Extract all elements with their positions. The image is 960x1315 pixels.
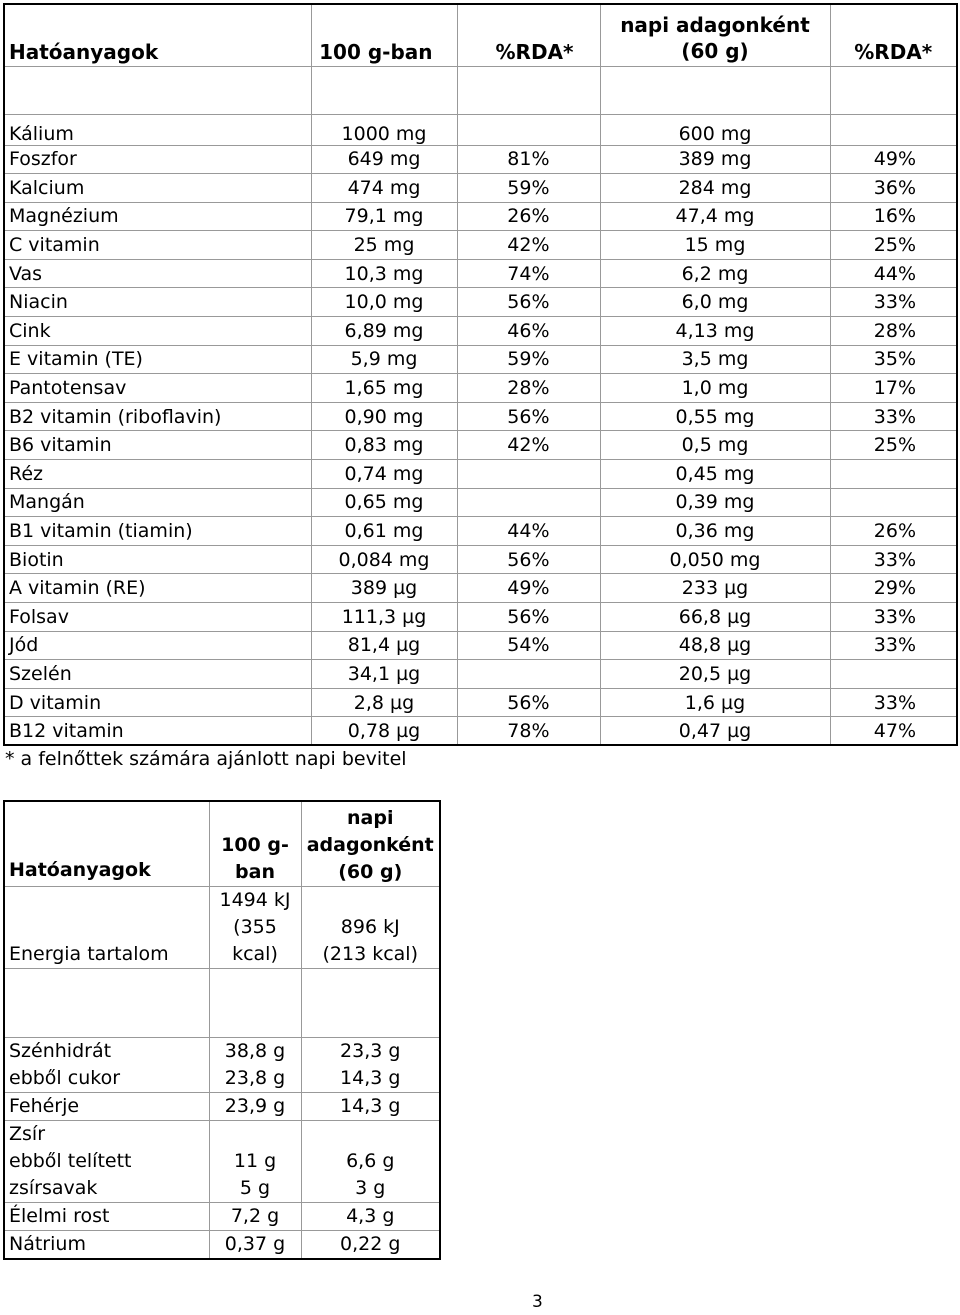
- amount-per-100g: 0,90 mg: [311, 402, 457, 431]
- table-row: [4, 603, 957, 632]
- table-row: [4, 431, 957, 460]
- amount-per-100g: 34,1 µg: [311, 660, 457, 689]
- table-row: [4, 317, 957, 346]
- rda-per-100g: 56%: [457, 688, 600, 717]
- rda-per-100g: 59%: [457, 345, 600, 374]
- nutrient-name: Jód: [4, 631, 311, 660]
- table-row: [4, 517, 957, 546]
- amount-per-100g: 1,65 mg: [311, 374, 457, 403]
- rda-per-serving: 35%: [830, 345, 957, 374]
- nutrient-name: Biotin: [4, 545, 311, 574]
- amount-per-serving: 4,13 mg: [600, 317, 830, 346]
- macro-per-serving: 14,3 g: [301, 1093, 440, 1121]
- macro-per-100g: 7,2 g: [209, 1203, 301, 1231]
- table-row: [4, 1231, 440, 1260]
- header-active-ingredients: Hatóanyagok: [4, 4, 311, 66]
- amount-per-100g: 0,61 mg: [311, 517, 457, 546]
- table-row: [4, 574, 957, 603]
- energy-macronutrient-table: [3, 800, 441, 1260]
- rda-per-serving: 33%: [830, 288, 957, 317]
- table-row: [4, 202, 957, 231]
- nutrient-name: D vitamin: [4, 688, 311, 717]
- rda-per-100g: 81%: [457, 145, 600, 174]
- amount-per-100g: 5,9 mg: [311, 345, 457, 374]
- rda-per-100g: [457, 114, 600, 145]
- amount-per-100g: 649 mg: [311, 145, 457, 174]
- rda-per-100g: [457, 488, 600, 517]
- header-spacer-row: [4, 66, 957, 114]
- amount-per-100g: 25 mg: [311, 231, 457, 260]
- rda-per-serving: 28%: [830, 317, 957, 346]
- rda-per-serving: 33%: [830, 402, 957, 431]
- amount-per-100g: 2,8 µg: [311, 688, 457, 717]
- energy-row: [4, 887, 440, 969]
- amount-per-serving: 0,36 mg: [600, 517, 830, 546]
- nutrient-name: Mangán: [4, 488, 311, 517]
- amount-per-serving: 0,55 mg: [600, 402, 830, 431]
- macro-per-100g: 23,9 g: [209, 1093, 301, 1121]
- amount-per-serving: 0,050 mg: [600, 545, 830, 574]
- header-per-serving: napi adagonként (60 g): [600, 4, 830, 66]
- header-active-ingredients: Hatóanyagok: [4, 801, 209, 887]
- amount-per-serving: 0,39 mg: [600, 488, 830, 517]
- header-rda-100g: %RDA*: [457, 4, 600, 66]
- macro-name: Nátrium: [4, 1231, 209, 1260]
- rda-per-serving: 33%: [830, 545, 957, 574]
- amount-per-100g: 81,4 µg: [311, 631, 457, 660]
- table-header-row: [4, 4, 957, 66]
- rda-per-serving: 33%: [830, 603, 957, 632]
- table-row: [4, 460, 957, 489]
- amount-per-serving: 6,2 mg: [600, 259, 830, 288]
- nutrient-name: Foszfor: [4, 145, 311, 174]
- header-rda-serving: %RDA*: [830, 4, 957, 66]
- table-row: [4, 259, 957, 288]
- macro-per-serving: 4,3 g: [301, 1203, 440, 1231]
- nutrient-name: Pantotensav: [4, 374, 311, 403]
- rda-per-100g: 54%: [457, 631, 600, 660]
- header-per-100g: 100 g-ban: [311, 4, 457, 66]
- nutrient-name: Vas: [4, 259, 311, 288]
- amount-per-serving: 0,45 mg: [600, 460, 830, 489]
- amount-per-100g: 111,3 µg: [311, 603, 457, 632]
- rda-per-serving: 25%: [830, 231, 957, 260]
- rda-per-serving: 33%: [830, 631, 957, 660]
- table-row: [4, 688, 957, 717]
- table-row: [4, 374, 957, 403]
- macro-per-100g: 0,37 g: [209, 1231, 301, 1260]
- rda-per-serving: 29%: [830, 574, 957, 603]
- amount-per-serving: 20,5 µg: [600, 660, 830, 689]
- energy-per-serving: 896 kJ (213 kcal): [301, 887, 440, 969]
- energy-per-100g: 1494 kJ (355 kcal): [209, 887, 301, 969]
- rda-per-serving: 17%: [830, 374, 957, 403]
- rda-per-serving: [830, 460, 957, 489]
- nutrient-name: Niacin: [4, 288, 311, 317]
- rda-per-100g: [457, 660, 600, 689]
- amount-per-serving: 3,5 mg: [600, 345, 830, 374]
- table-row: [4, 545, 957, 574]
- header-per-serving: napi adagonként (60 g): [301, 801, 440, 887]
- amount-per-100g: 6,89 mg: [311, 317, 457, 346]
- macro-name: Fehérje: [4, 1093, 209, 1121]
- rda-per-100g: 42%: [457, 231, 600, 260]
- rda-per-serving: 49%: [830, 145, 957, 174]
- macro-name: Élelmi rost: [4, 1203, 209, 1231]
- nutrient-name: E vitamin (TE): [4, 345, 311, 374]
- amount-per-100g: 79,1 mg: [311, 202, 457, 231]
- rda-per-100g: [457, 460, 600, 489]
- amount-per-serving: 233 µg: [600, 574, 830, 603]
- rda-per-serving: 25%: [830, 431, 957, 460]
- nutrient-name: A vitamin (RE): [4, 574, 311, 603]
- amount-per-100g: 0,65 mg: [311, 488, 457, 517]
- rda-per-serving: 16%: [830, 202, 957, 231]
- macro-per-serving: 0,22 g: [301, 1231, 440, 1260]
- table-row: [4, 1093, 440, 1121]
- amount-per-100g: 0,74 mg: [311, 460, 457, 489]
- table-row: [4, 174, 957, 203]
- energy-label: Energia tartalom: [4, 887, 209, 969]
- footnote: * a felnőttek számára ajánlott napi bevitel: [5, 748, 407, 770]
- header-per-100g: 100 g- ban: [209, 801, 301, 887]
- rda-per-serving: [830, 660, 957, 689]
- table-row: [4, 345, 957, 374]
- amount-per-serving: 47,4 mg: [600, 202, 830, 231]
- macro-name: Szénhidrát ebből cukor: [4, 1038, 209, 1093]
- amount-per-100g: 0,83 mg: [311, 431, 457, 460]
- table-row: [4, 631, 957, 660]
- amount-per-100g: 1000 mg: [311, 114, 457, 145]
- table-row: [4, 717, 957, 746]
- spacer-row: [4, 969, 440, 1038]
- table-row: [4, 114, 957, 145]
- amount-per-serving: 6,0 mg: [600, 288, 830, 317]
- nutrient-name: B1 vitamin (tiamin): [4, 517, 311, 546]
- rda-per-serving: 33%: [830, 688, 957, 717]
- amount-per-serving: 0,47 µg: [600, 717, 830, 746]
- rda-per-100g: 44%: [457, 517, 600, 546]
- rda-per-100g: 56%: [457, 545, 600, 574]
- nutrient-name: Kalcium: [4, 174, 311, 203]
- page-number: 3: [532, 1292, 543, 1312]
- macro-per-serving: 23,3 g 14,3 g: [301, 1038, 440, 1093]
- nutrient-name: Réz: [4, 460, 311, 489]
- amount-per-serving: 1,6 µg: [600, 688, 830, 717]
- rda-per-100g: 56%: [457, 288, 600, 317]
- rda-per-100g: 46%: [457, 317, 600, 346]
- rda-per-100g: 42%: [457, 431, 600, 460]
- table-row: [4, 488, 957, 517]
- rda-per-serving: 47%: [830, 717, 957, 746]
- rda-per-serving: 26%: [830, 517, 957, 546]
- amount-per-serving: 600 mg: [600, 114, 830, 145]
- amount-per-100g: 0,084 mg: [311, 545, 457, 574]
- nutrient-name: Folsav: [4, 603, 311, 632]
- amount-per-100g: 10,3 mg: [311, 259, 457, 288]
- rda-per-100g: 74%: [457, 259, 600, 288]
- nutrient-name: Kálium: [4, 114, 311, 145]
- rda-per-serving: 36%: [830, 174, 957, 203]
- nutrient-name: Magnézium: [4, 202, 311, 231]
- amount-per-serving: 0,5 mg: [600, 431, 830, 460]
- nutrient-name: B2 vitamin (riboflavin): [4, 402, 311, 431]
- rda-per-100g: 78%: [457, 717, 600, 746]
- table-row: [4, 402, 957, 431]
- macro-name: Zsír ebből telített zsírsavak: [4, 1121, 209, 1203]
- rda-per-100g: 28%: [457, 374, 600, 403]
- amount-per-serving: 48,8 µg: [600, 631, 830, 660]
- table-row: [4, 231, 957, 260]
- amount-per-100g: 474 mg: [311, 174, 457, 203]
- nutrient-name: Cink: [4, 317, 311, 346]
- rda-per-serving: [830, 114, 957, 145]
- table-row: [4, 145, 957, 174]
- table2-header-row: [4, 801, 440, 887]
- nutrient-name: B12 vitamin: [4, 717, 311, 746]
- amount-per-100g: 10,0 mg: [311, 288, 457, 317]
- table-row: [4, 1121, 440, 1203]
- table-row: [4, 660, 957, 689]
- table-row: [4, 1038, 440, 1093]
- amount-per-serving: 389 mg: [600, 145, 830, 174]
- rda-per-100g: 56%: [457, 603, 600, 632]
- nutrient-rda-table: [3, 3, 958, 746]
- macro-per-100g: 38,8 g 23,8 g: [209, 1038, 301, 1093]
- macro-per-serving: 6,6 g 3 g: [301, 1121, 440, 1203]
- amount-per-100g: 0,78 µg: [311, 717, 457, 746]
- nutrient-name: B6 vitamin: [4, 431, 311, 460]
- table-row: [4, 1203, 440, 1231]
- amount-per-serving: 15 mg: [600, 231, 830, 260]
- amount-per-100g: 389 µg: [311, 574, 457, 603]
- amount-per-serving: 66,8 µg: [600, 603, 830, 632]
- macro-per-100g: 11 g 5 g: [209, 1121, 301, 1203]
- rda-per-serving: [830, 488, 957, 517]
- rda-per-100g: 49%: [457, 574, 600, 603]
- rda-per-100g: 59%: [457, 174, 600, 203]
- rda-per-serving: 44%: [830, 259, 957, 288]
- rda-per-100g: 26%: [457, 202, 600, 231]
- amount-per-serving: 284 mg: [600, 174, 830, 203]
- rda-per-100g: 56%: [457, 402, 600, 431]
- nutrient-name: C vitamin: [4, 231, 311, 260]
- nutrient-name: Szelén: [4, 660, 311, 689]
- table-row: [4, 288, 957, 317]
- amount-per-serving: 1,0 mg: [600, 374, 830, 403]
